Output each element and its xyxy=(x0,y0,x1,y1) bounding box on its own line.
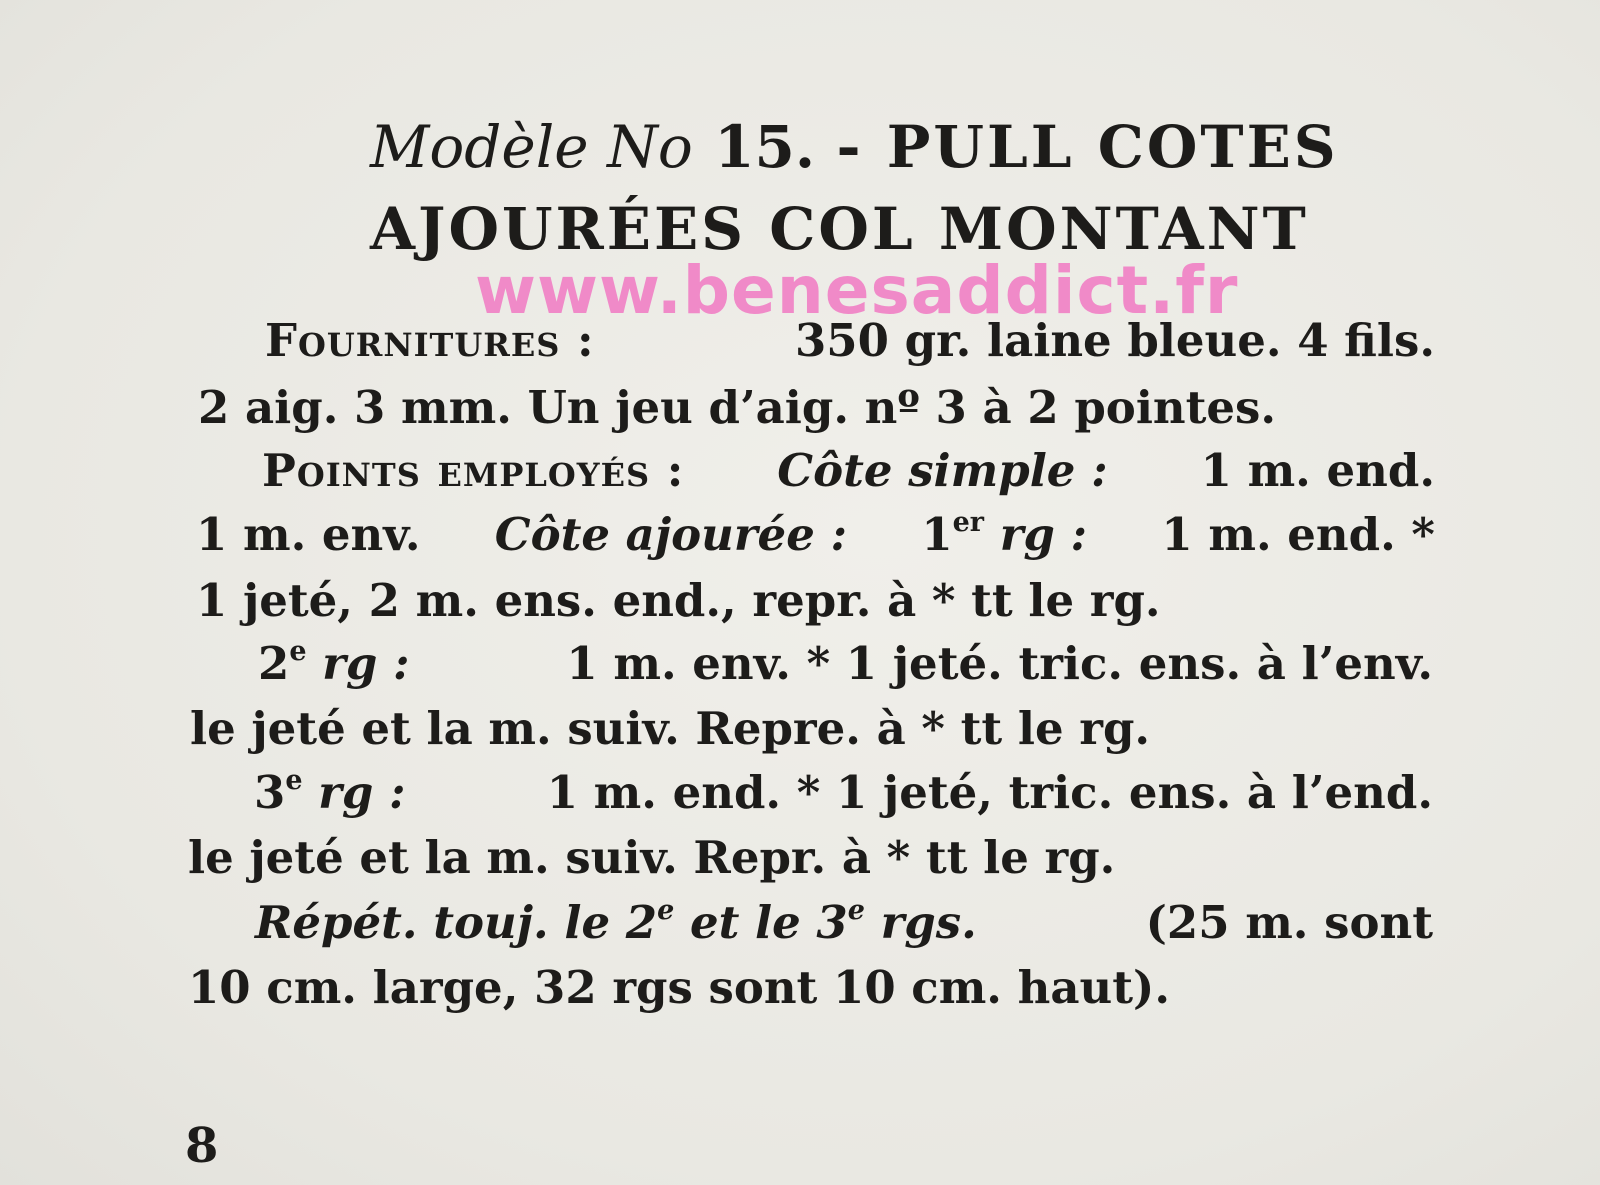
row-3-line-2 xyxy=(188,831,1298,884)
pattern-title-line-1 xyxy=(370,113,1339,181)
row-1-line-2 xyxy=(196,574,1301,627)
supplies-label: Fournitures : xyxy=(265,314,595,367)
row-2-label: 2e rg : xyxy=(258,636,410,690)
gauge-line-2 xyxy=(188,961,1288,1014)
repeat-line xyxy=(255,895,1433,949)
stitches-label: Points employés : xyxy=(262,444,685,497)
row-2-text-cont: le jeté et la m. suiv. Repre. à * tt le rg. xyxy=(190,702,1151,755)
row-3-text: 1 m. end. * 1 jeté, tric. ens. à l’end. xyxy=(546,766,1433,819)
rib-openwork-label: Côte ajourée : xyxy=(494,508,848,561)
row-1-text-cont: 1 jeté, 2 m. ens. end., repr. à * tt le rg. xyxy=(196,574,1161,627)
title-modele-label: Modèle No xyxy=(370,113,693,181)
row-3-label: 3e rg : xyxy=(254,765,406,819)
page-number: 8 xyxy=(185,1118,219,1174)
row-2-line-2 xyxy=(190,702,1433,755)
title-garment-name: - PULL COTES xyxy=(836,113,1339,181)
supplies-line xyxy=(265,314,1435,367)
title-garment-name-cont: AJOURÉES COL MONTANT xyxy=(370,195,1309,263)
needles-text: 2 aig. 3 mm. Un jeu d’aig. nº 3 à 2 pointes. xyxy=(198,381,1277,434)
repeat-instruction: Répét. touj. le 2e et le 3e rgs. xyxy=(255,895,977,949)
row-3-line xyxy=(254,765,1433,819)
gauge-text: (25 m. sont xyxy=(1145,896,1433,949)
row-2-text: 1 m. env. * 1 jeté. tric. ens. à l’env. xyxy=(566,637,1433,690)
supplies-text: 350 gr. laine bleue. 4 fils. xyxy=(795,314,1435,367)
supplies-line-2 xyxy=(198,381,1435,434)
pattern-title-line-2 xyxy=(370,195,1309,263)
row-1-text: 1 m. end. * xyxy=(1161,508,1435,561)
rib-simple-label: Côte simple : xyxy=(777,444,1108,497)
row-3-text-cont: le jeté et la m. suiv. Repr. à * tt le rg. xyxy=(188,831,1116,884)
site-watermark: www.benesaddict.fr xyxy=(475,252,1239,329)
rib-simple-text-cont: 1 m. env. xyxy=(196,508,421,561)
stitches-line xyxy=(262,444,1435,497)
stitches-line-2 xyxy=(196,507,1435,561)
rib-simple-text: 1 m. end. xyxy=(1200,444,1435,497)
gauge-text-cont: 10 cm. large, 32 rgs sont 10 cm. haut). xyxy=(188,961,1170,1014)
row-2-line xyxy=(258,636,1433,690)
row-1-label: 1er rg : xyxy=(921,507,1088,561)
title-model-number: 15. xyxy=(714,113,816,181)
